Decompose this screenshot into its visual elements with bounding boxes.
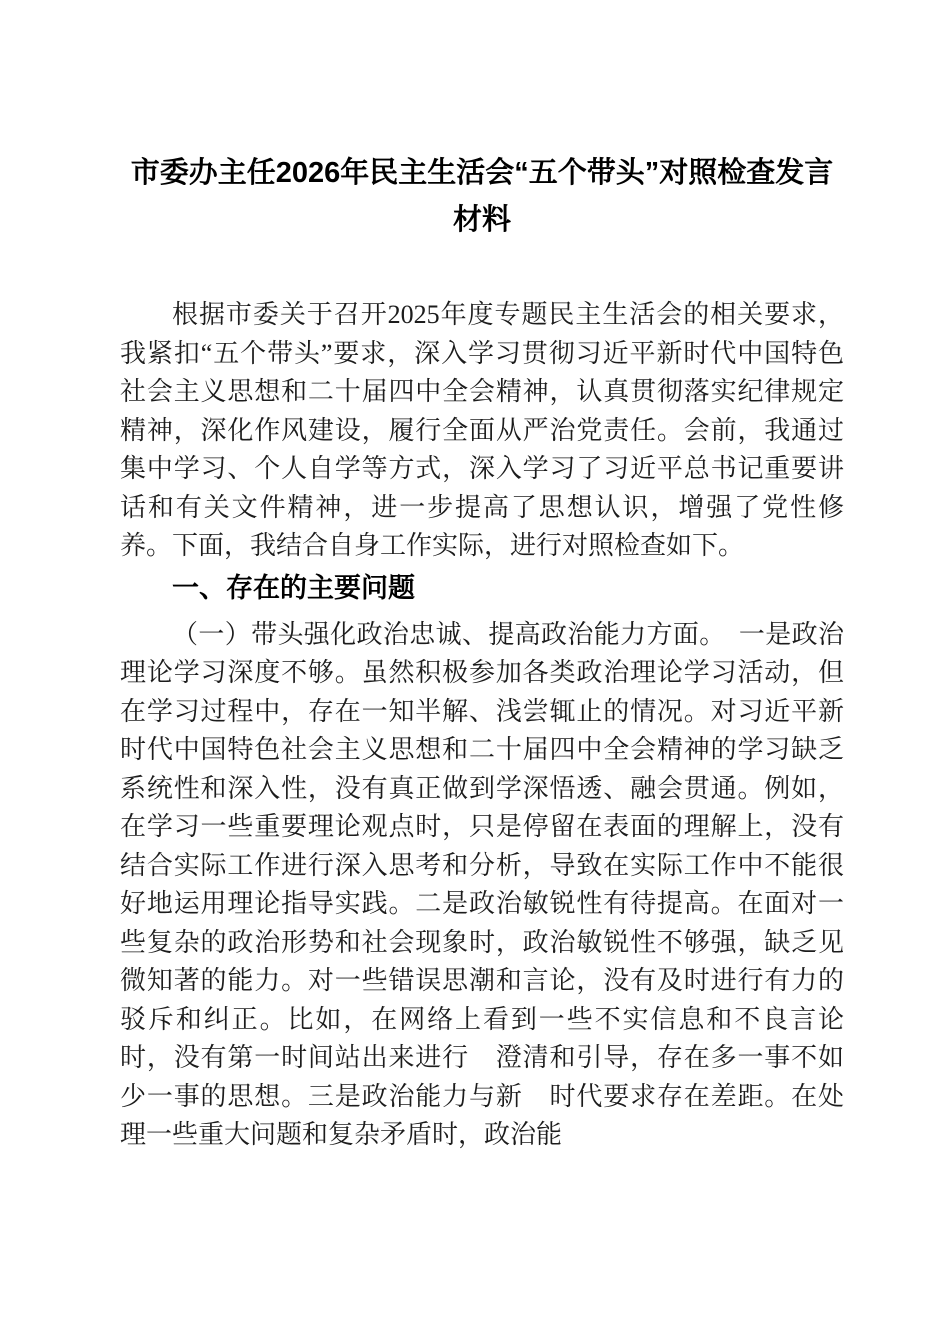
intro-paragraph: 根据市委关于召开2025年度专题民主生活会的相关要求，我紧扣“五个带头”要求，深入学习贯彻习近平新时代中国特色社会主义思想和二十届四中全会精神，认真贯彻落实纪律规定精神，深化作风建设，履行全面从严治党责任。会前，我通过集中学习、个人自学等方式，深入学习了习近平总书记重要讲话和有关文件精神，进一步提高了思想认识，增强了党性修养。下面，我结合自身工作实际，进行对照检查如下。 xyxy=(120,300,844,560)
section-heading-main-problems: 一、存在的主要问题 xyxy=(172,572,415,603)
section1-paragraph: （一）带头强化政治忠诚、提高政治能力方面。 一是政治理论学习深度不够。虽然积极参加各类政治理论学习活动，但在学习过程中，存在一知半解、浅尝辄止的情况。对习近平新时代中国特色社会主义思想和二十届四中全会精神的学习缺乏系统性和深入性，没有真正做到学深悟透、融会贯通。例如，在学习一些重要理论观点时，只是停留在表面的理解上，没有结合实际工作进行深入思考和分析，导致在实际工作中不能很好地运用理论指导实践。二是政治敏锐性有待提高。在面对一些复杂的政治形势和社会现象时，政治敏锐性不够强，缺乏见微知著的能力。对一些错误思潮和言论，没有及时进行有力的驳斥和纠正。比如，在网络上看到一些不实信息和不良言论时，没有第一时间站出来进行 澄清和引导，存在多一事不如少一事的思想。三是政治能力与新 时代要求存在差距。在处理一些重大问题和复杂矛盾时，政治能 xyxy=(120,619,844,1149)
document-title: 市委办主任2026年民主生活会“五个带头”对照检查发言材料 xyxy=(130,157,834,236)
